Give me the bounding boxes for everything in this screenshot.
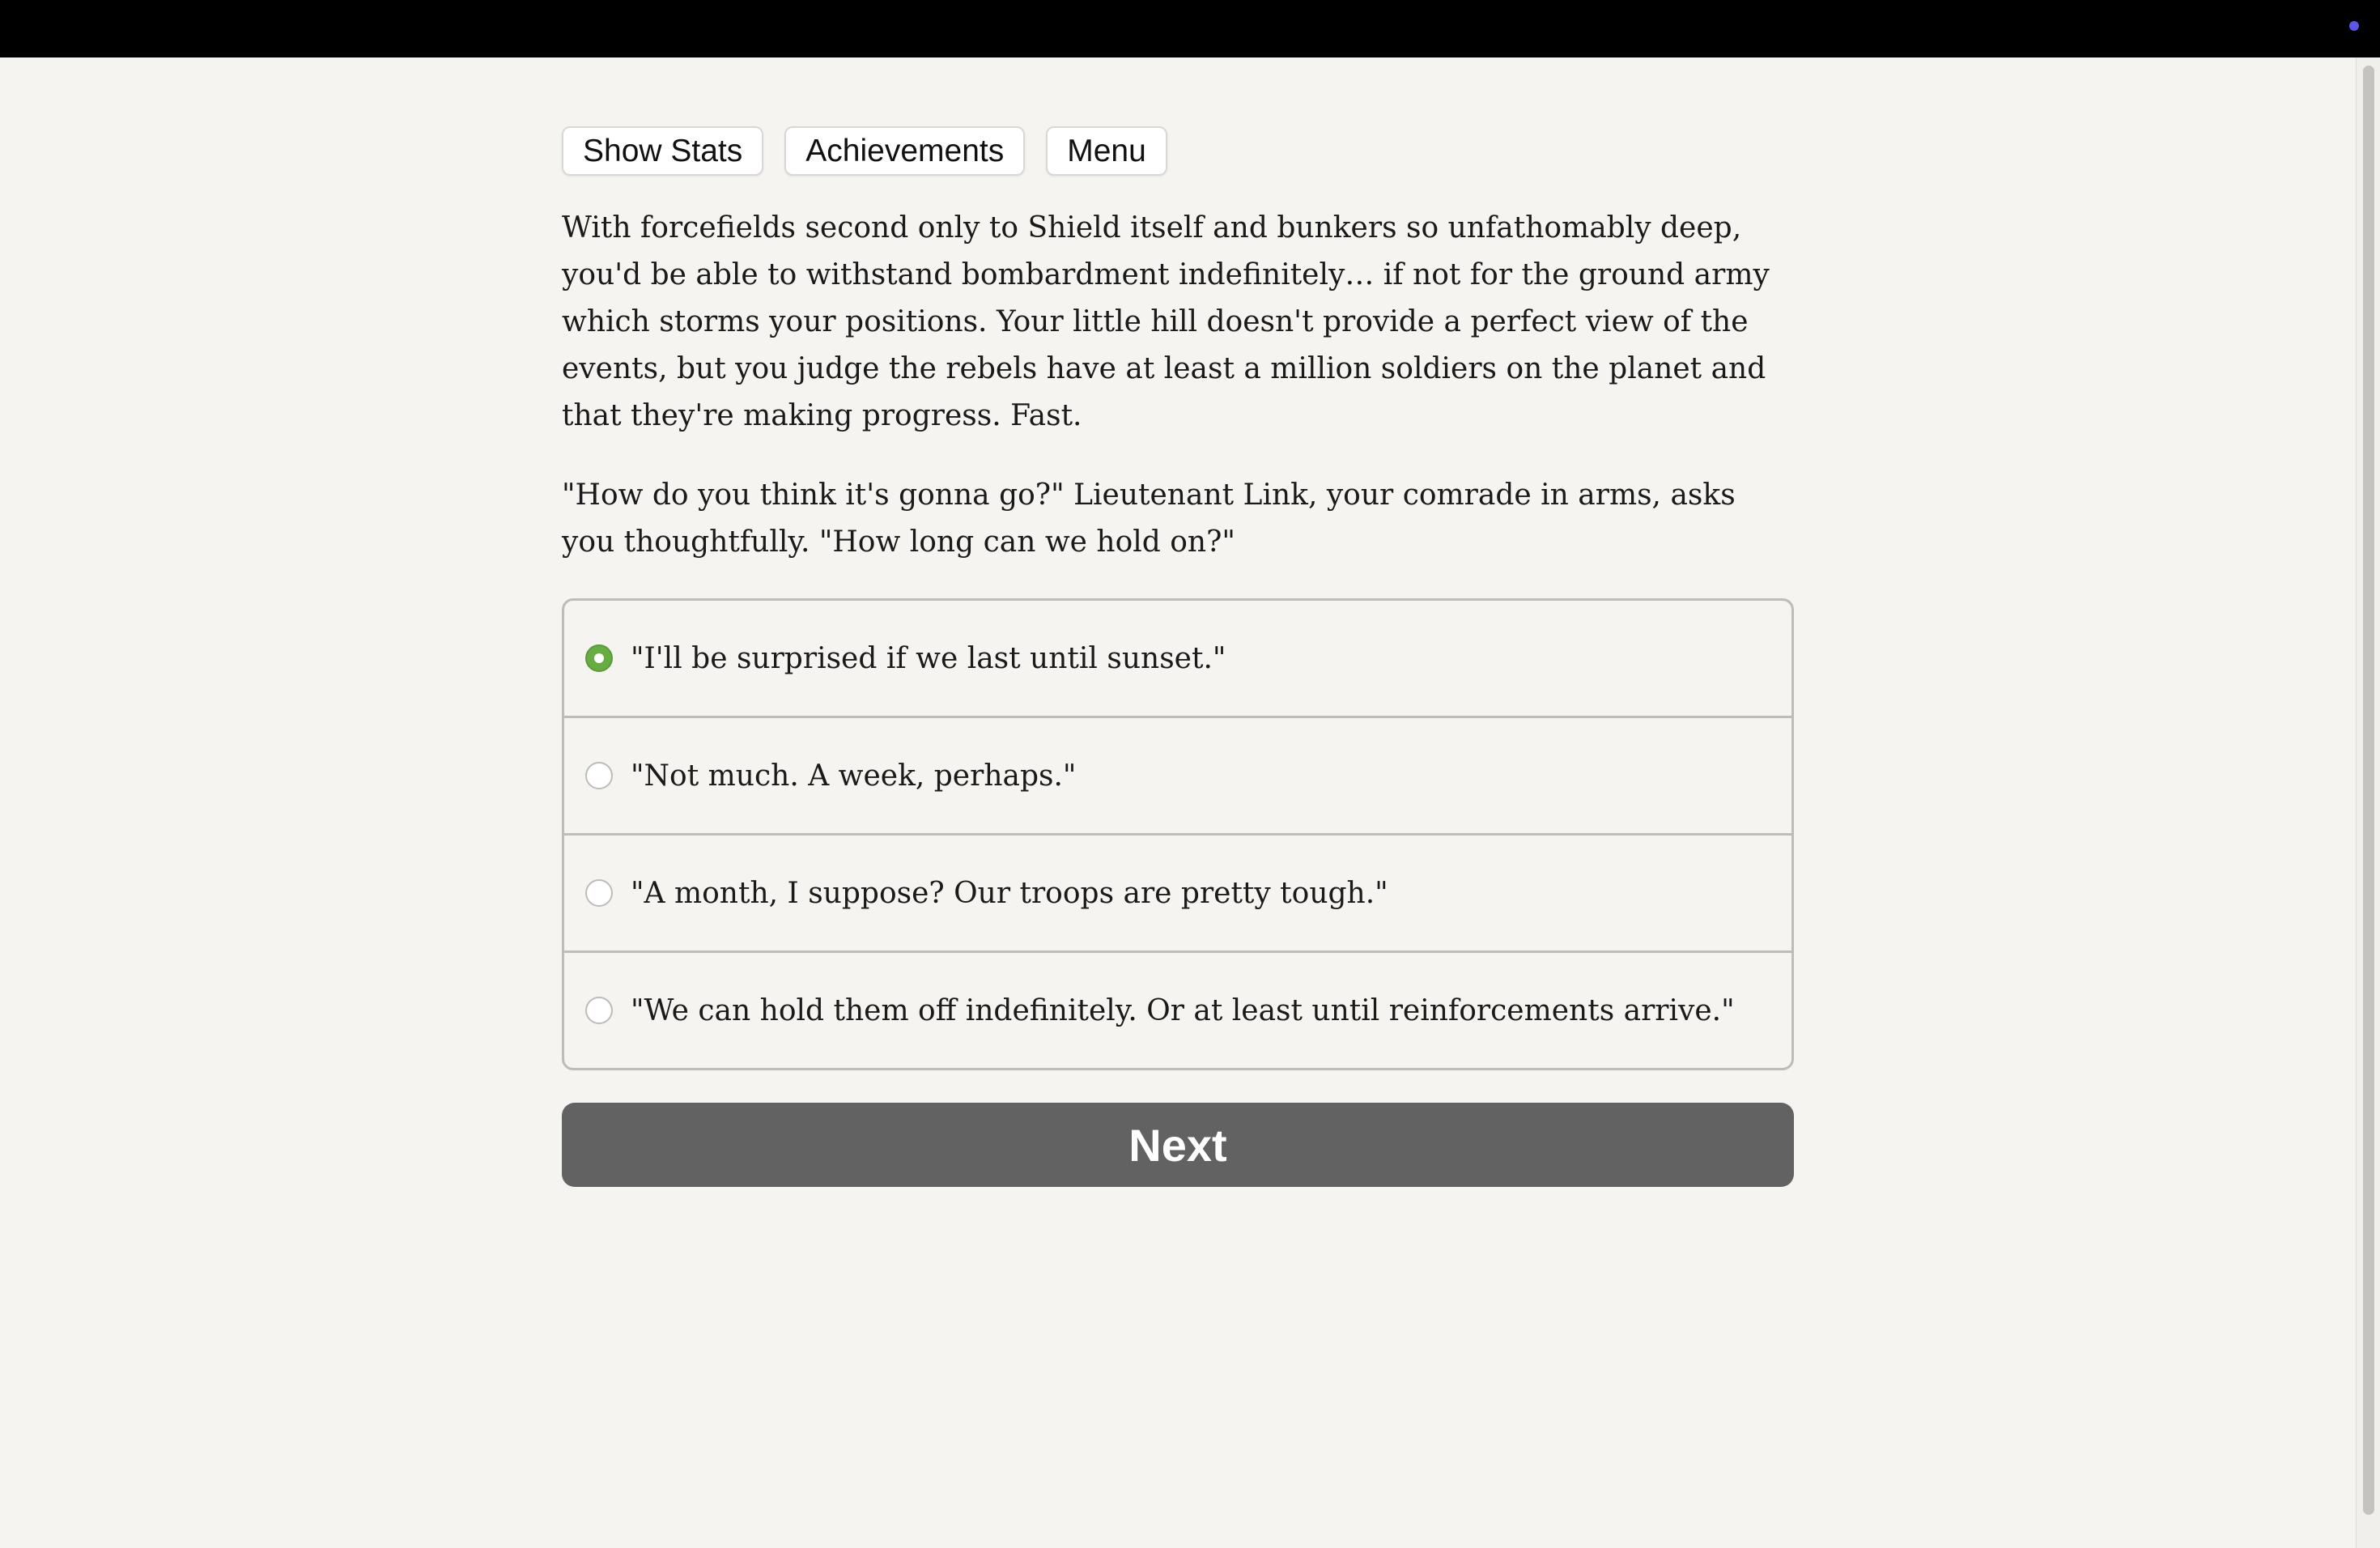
radio-icon[interactable] [585, 997, 613, 1024]
next-button[interactable]: Next [562, 1103, 1794, 1187]
radio-selected-icon[interactable] [585, 644, 613, 672]
choice-label: "I'll be surprised if we last until sunset." [631, 641, 1226, 675]
radio-icon[interactable] [585, 762, 613, 789]
achievements-button[interactable]: Achievements [784, 126, 1025, 176]
choice-option-2[interactable] [564, 716, 1791, 833]
choice-label: "We can hold them off indefinitely. Or at least until reinforcements arrive." [631, 993, 1735, 1027]
toolbar [562, 126, 1794, 176]
scrollbar-thumb[interactable] [2363, 66, 2374, 1515]
scrollbar[interactable] [2356, 57, 2380, 1548]
game-container [562, 126, 1794, 1187]
choice-label: "A month, I suppose? Our troops are pretty tough." [631, 876, 1388, 910]
story-paragraph: With forcefields second only to Shield itself and bunkers so unfathomably deep, you'd be able to withstand bombardment indefinitely… if not for the ground army which storms your positions. Your little hill doesn't provide a perfect view of the events, but you judge the rebels have at least a million soldiers on the planet and that they're making progress. Fast. [562, 211, 1770, 432]
story-paragraph: "How do you think it's gonna go?" Lieutenant Link, your comrade in arms, asks you thoughtfully. "How long can we hold on?" [562, 478, 1736, 559]
choice-label: "Not much. A week, perhaps." [631, 759, 1077, 793]
radio-icon[interactable] [585, 879, 613, 907]
choice-option-1[interactable] [564, 601, 1791, 716]
story-text [562, 205, 1794, 566]
top-bar [0, 0, 2380, 57]
status-dot-icon [2349, 21, 2359, 31]
menu-button[interactable]: Menu [1046, 126, 1167, 176]
show-stats-button[interactable]: Show Stats [562, 126, 763, 176]
choice-option-4[interactable] [564, 950, 1791, 1068]
choice-list [562, 598, 1794, 1070]
choice-option-3[interactable] [564, 833, 1791, 950]
